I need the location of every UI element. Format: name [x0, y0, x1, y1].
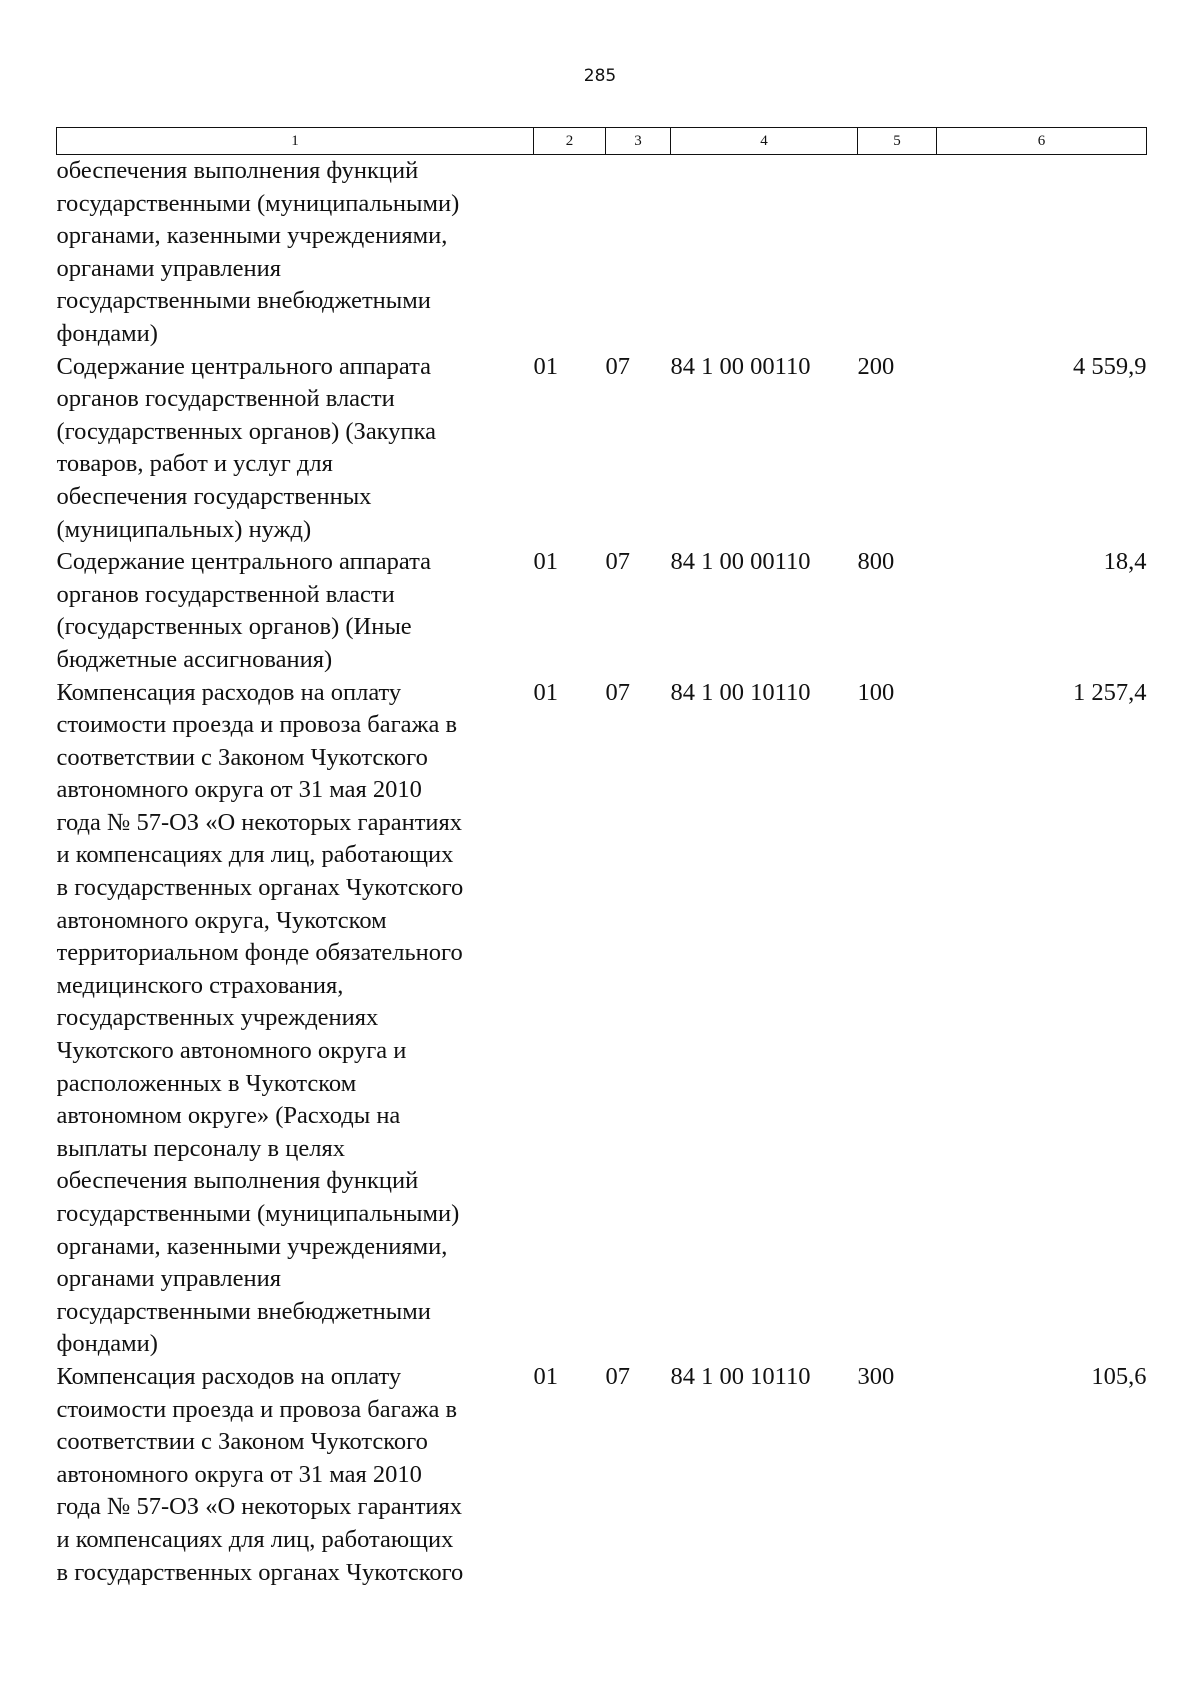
- row-name: обеспечения выполнения функций государственными (муниципальными) органами, казенными учреждениями, органами управления государственными внебюджетными фондами): [56, 157, 460, 347]
- row-name: Содержание центрального аппарата органов государственной власти (государственных органов) (Иные бюджетные ассигнования): [56, 548, 432, 673]
- row-subsection: 07: [605, 1362, 630, 1390]
- table-row: [57, 351, 1147, 547]
- page-number: 285: [583, 66, 617, 86]
- row-amount: 105,6: [1091, 1362, 1147, 1390]
- budget-table: [56, 127, 1147, 1589]
- row-target-article: 84 1 00 00110: [670, 548, 811, 576]
- row-expense-type: 100: [857, 678, 895, 706]
- row-section: 01: [533, 1362, 558, 1390]
- row-target-article: 84 1 00 00110: [670, 352, 811, 380]
- table-row: [57, 1361, 1147, 1589]
- row-expense-type: [858, 155, 937, 351]
- row-expense-type: 300: [857, 1362, 895, 1390]
- row-target-article: 84 1 00 10110: [670, 678, 811, 706]
- table-body: [57, 155, 1147, 1590]
- table-row: [57, 677, 1147, 1361]
- row-name: Компенсация расходов на оплату стоимости проезда и провоза багажа в соответствии с Законом Чукотского автономного округа от 31 мая 2010 года № 57-ОЗ «О некоторых гарантиях и компенсациях для лиц, работающих в государственных органах Чукотского автономного округа, Чукотском территориальном фонде обязательного медицинского страхования, государственных учреждениях Чукотского автономного округа и расположенных в Чукотском автономном округе» (Расходы на выплаты персоналу в целях обеспечения выполнения функций государственными (муниципальными) органами, казенными учреждениями, органами управления государственными внебюджетными фондами): [56, 678, 464, 1358]
- header-col-6: 6: [937, 128, 1147, 155]
- table-row: [57, 155, 1147, 351]
- row-target-article: 84 1 00 10110: [670, 1362, 811, 1390]
- row-subsection: 07: [605, 548, 630, 576]
- table-row: [57, 546, 1147, 676]
- row-amount: 18,4: [1103, 548, 1147, 576]
- row-subsection: 07: [605, 352, 630, 380]
- row-subsection: 07: [605, 678, 630, 706]
- row-section: [534, 155, 606, 351]
- row-amount: [937, 155, 1147, 351]
- table-header: [57, 128, 1147, 155]
- row-amount: 4 559,9: [1073, 352, 1147, 380]
- header-row: [57, 128, 1147, 155]
- row-section: 01: [533, 548, 558, 576]
- row-subsection: [606, 155, 671, 351]
- row-section: 01: [533, 352, 558, 380]
- header-col-5: 5: [858, 128, 937, 155]
- row-name: Содержание центрального аппарата органов государственной власти (государственных органов) (Закупка товаров, работ и услуг для обеспечения государственных (муниципальных) нужд): [56, 352, 437, 543]
- row-expense-type: 800: [857, 548, 895, 576]
- row-amount: 1 257,4: [1073, 678, 1147, 706]
- row-name: Компенсация расходов на оплату стоимости проезда и провоза багажа в соответствии с Законом Чукотского автономного округа от 31 мая 2010 года № 57-ОЗ «О некоторых гарантиях и компенсациях для лиц, работающих в государственных органах Чукотского: [56, 1362, 464, 1586]
- header-col-1: 1: [57, 128, 534, 155]
- header-col-3: 3: [606, 128, 671, 155]
- row-section: 01: [533, 678, 558, 706]
- header-col-4: 4: [671, 128, 858, 155]
- header-col-2: 2: [534, 128, 606, 155]
- row-target-article: [671, 155, 858, 351]
- row-expense-type: 200: [857, 352, 895, 380]
